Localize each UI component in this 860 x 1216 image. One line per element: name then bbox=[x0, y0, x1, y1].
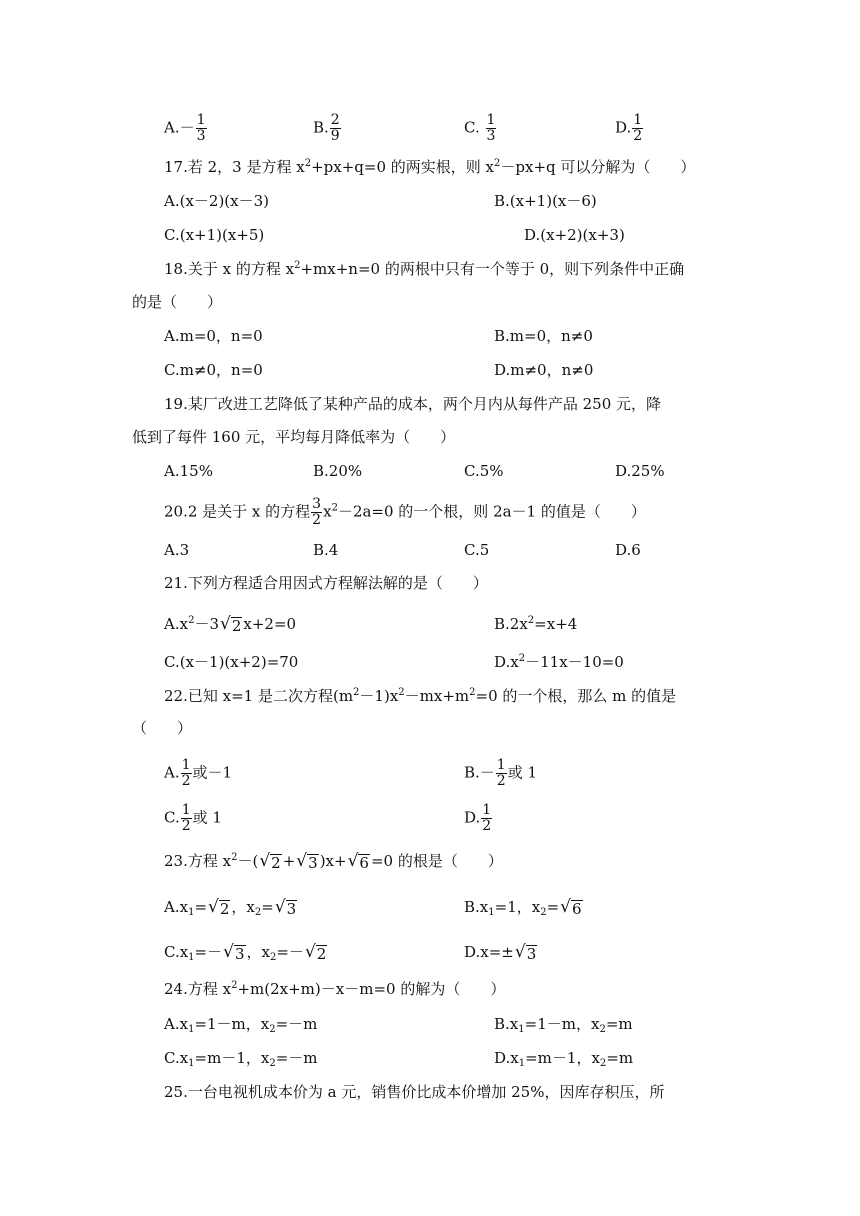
q19-option-a: A.15% bbox=[164, 462, 213, 480]
q22-stem: 22.已知 x=1 是二次方程$(m^2-1)x^2-mx+m^2=0$ 的一个根，那么 m 的值是 bbox=[164, 687, 677, 705]
q21-option-c: C.(x－1)(x+2)=70 bbox=[164, 653, 299, 671]
fraction: $\frac{1}{3}$ bbox=[486, 112, 496, 144]
q17-option-b: B.(x+1)(x－6) bbox=[494, 192, 597, 210]
q20-option-a: A.3 bbox=[164, 541, 190, 559]
q23-option-a: $A.x_1=$ √ 2 ，$x_2=$ √ 3 bbox=[164, 897, 297, 918]
fraction: $\frac{2}{9}$ bbox=[330, 112, 340, 144]
q17-option-a: A.(x－2)(x－3) bbox=[164, 192, 270, 210]
q18-option-a: A.m=0，n=0 bbox=[164, 327, 263, 345]
q17-option-d: D.(x+2)(x+3) bbox=[524, 226, 625, 244]
radical: √ 3 bbox=[274, 897, 297, 918]
q22-option-a: A. $\frac{1}{2}$ 或－1 bbox=[164, 757, 233, 789]
fraction: $\frac{1}{3}$ bbox=[196, 112, 206, 144]
q23-option-b: $B.x_1=1$，$x_2=$ √ 6 bbox=[464, 897, 582, 918]
q22-option-d: D. $\frac{1}{2}$ bbox=[464, 802, 492, 834]
fraction: $\frac{1}{2}$ bbox=[633, 112, 643, 144]
q20-option-d: D.6 bbox=[615, 541, 641, 559]
q19-stem: 19.某厂改进工艺降低了某种产品的成本，两个月内从每件产品 250 元，降 bbox=[164, 395, 662, 413]
q20-option-c: C.5 bbox=[464, 541, 490, 559]
q19-option-b: B.20% bbox=[313, 462, 363, 480]
q18-option-d: D.m≠0，n≠0 bbox=[494, 361, 594, 379]
fraction: $\frac{1}{2}$ bbox=[482, 802, 492, 834]
q16-option-c: C. $\frac{1}{3}$ bbox=[464, 112, 496, 144]
q16-option-a: A.－ $\frac{1}{3}$ bbox=[164, 112, 206, 144]
fraction: $\frac{1}{2}$ bbox=[181, 757, 191, 789]
radical: √ 2 bbox=[259, 851, 281, 872]
q24-option-c: $C.x_1=m-1$，$x_2=-m$ bbox=[164, 1049, 318, 1069]
radical: √ 2 bbox=[208, 897, 230, 918]
q18-stem-line2: 的是（ ） bbox=[132, 293, 223, 311]
q21-option-d: $D.x^2-11x-10=0$ bbox=[494, 653, 624, 671]
q22-option-c: C. $\frac{1}{2}$ 或 1 bbox=[164, 802, 222, 834]
radical: √ 3 bbox=[514, 942, 537, 963]
q23-option-c: $C.x_1=-$ √ 3 ，$x_2=-$ √ 2 bbox=[164, 942, 327, 963]
q20-option-b: B.4 bbox=[313, 541, 339, 559]
q21-stem: 21.下列方程适合用因式方程解法解的是（ ） bbox=[164, 574, 488, 592]
q23-option-d: D.x=± √ 3 bbox=[464, 942, 537, 963]
radical: √ 6 bbox=[560, 897, 582, 918]
q17-stem: 17.若 2，3 是方程 $x^2+px+q=0$ 的两实根，则 $x^2-px+q$ 可以分解为（ ） bbox=[164, 158, 696, 176]
q16-option-b: B. $\frac{2}{9}$ bbox=[313, 112, 340, 144]
q24-option-b: $B.x_1=1-m$，$x_2=m$ bbox=[494, 1015, 633, 1035]
fraction: $\frac{3}{2}$ bbox=[312, 496, 322, 528]
radical: √ 3 bbox=[223, 942, 245, 963]
fraction: $\frac{1}{2}$ bbox=[496, 757, 506, 789]
q24-option-d: $D.x_1=m-1$，$x_2=m$ bbox=[494, 1049, 634, 1069]
q16-option-d: D. $\frac{1}{2}$ bbox=[615, 112, 643, 144]
q19-option-d: D.25% bbox=[615, 462, 665, 480]
q21-option-a: $A.x^2-3$ √ 2 x+2=0 bbox=[164, 614, 297, 635]
q24-option-a: $A.x_1=1-m$，$x_2=-m$ bbox=[164, 1015, 318, 1035]
q18-stem: 18.关于 x 的方程 $x^2+mx+n=0$ 的两根中只有一个等于 0，则下列条件中正确 bbox=[164, 260, 685, 278]
q24-stem: 24.方程 $x^2+m(2x+m)-x-m=0$ 的解为（ ） bbox=[164, 980, 506, 998]
q20-stem: 20.2 是关于 x 的方程 $\frac{3}{2}$ $x^2-2a=0$ 的一个根，则 2a－1 的值是（ ） bbox=[164, 496, 646, 528]
q23-stem: 23.方程 $x^2-$( √ 2 + √ 3 )x+ √ 6 =0 的根是（ ） bbox=[164, 851, 503, 872]
q22-stem-line2: （ ） bbox=[132, 719, 193, 737]
q17-option-c: C.(x+1)(x+5) bbox=[164, 226, 265, 244]
q18-option-b: B.m=0，n≠0 bbox=[494, 327, 593, 345]
q19-stem-line2: 低到了每件 160 元，平均每月降低率为（ ） bbox=[132, 428, 456, 446]
radical: √ 2 bbox=[219, 614, 242, 635]
q19-option-c: C.5% bbox=[464, 462, 504, 480]
radical: √ 2 bbox=[304, 942, 327, 963]
radical: √ 3 bbox=[296, 851, 318, 872]
fraction: $\frac{1}{2}$ bbox=[181, 802, 191, 834]
q18-option-c: C.m≠0，n=0 bbox=[164, 361, 263, 379]
q22-option-b: B.－ $\frac{1}{2}$ 或 1 bbox=[464, 757, 538, 789]
q25-stem: 25.一台电视机成本价为 a 元，销售价比成本价增加 25%，因库存积压，所 bbox=[164, 1083, 665, 1101]
radical: √ 6 bbox=[347, 851, 369, 872]
q21-option-b: $B.2x^2=x+4$ bbox=[494, 615, 578, 633]
